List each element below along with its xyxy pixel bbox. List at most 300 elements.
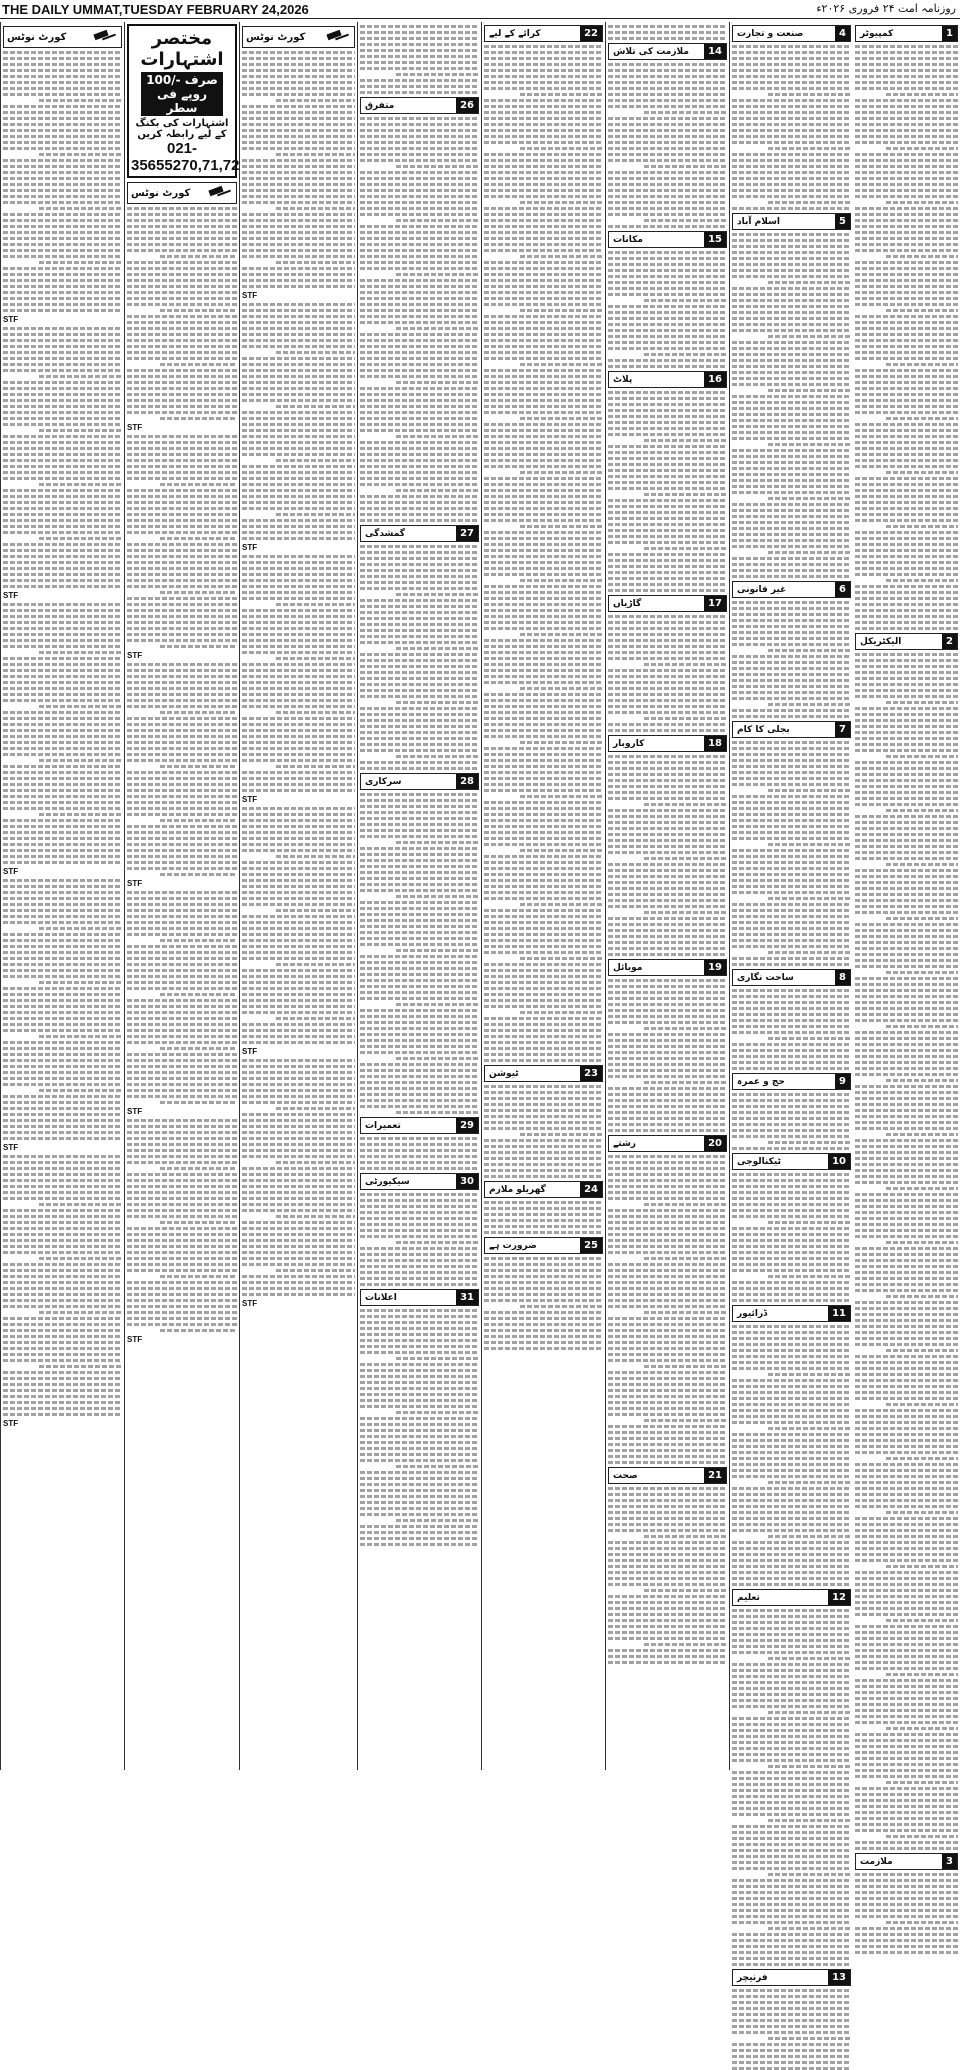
text-line: [855, 1427, 958, 1430]
text-line: [3, 1209, 122, 1212]
text-line: [127, 1299, 237, 1302]
court-notice-label: کورٹ نوٹس: [131, 187, 191, 199]
text-line: [732, 455, 851, 458]
text-line: [360, 707, 479, 710]
text-line: [127, 747, 237, 750]
text-line: [484, 975, 603, 978]
text-line: [886, 1241, 958, 1244]
text-line: [127, 501, 237, 504]
text-line: [855, 1037, 958, 1040]
text-line: [855, 1415, 958, 1418]
text-line: [360, 1483, 479, 1486]
text-line: [360, 767, 479, 770]
text-line: [855, 279, 958, 282]
text-line: [360, 545, 479, 548]
court-notice-text: [127, 1119, 237, 1332]
text-line: [855, 1385, 958, 1388]
text-line: [360, 171, 479, 174]
text-line: [855, 665, 958, 668]
text-line: [484, 537, 603, 540]
text-line: [127, 855, 237, 858]
text-line: [608, 869, 727, 872]
text-line: [360, 1513, 479, 1516]
text-line: [160, 1167, 237, 1170]
text-line: [127, 1161, 237, 1164]
text-line: [732, 1361, 851, 1364]
text-line: [484, 1151, 603, 1154]
text-line: [732, 1933, 851, 1936]
text-line: [608, 451, 727, 454]
text-line: [484, 1017, 603, 1020]
text-line: [242, 747, 355, 750]
text-line: [484, 1287, 603, 1290]
text-line: [360, 689, 479, 692]
text-line: [608, 577, 727, 580]
text-line: [608, 1227, 727, 1230]
text-line: [127, 243, 237, 246]
text-line: [242, 1083, 355, 1086]
text-line: [3, 1239, 122, 1242]
text-line: [855, 345, 958, 348]
text-line: [160, 309, 237, 312]
text-line: [732, 933, 851, 936]
text-line: [732, 1421, 851, 1424]
text-line: [855, 1805, 958, 1808]
text-line: [608, 729, 727, 732]
text-line: [3, 255, 122, 258]
text-line: [3, 1413, 122, 1416]
text-line: [484, 1269, 603, 1272]
text-line: [242, 723, 355, 726]
text-line: [768, 2037, 851, 2040]
text-line: [396, 435, 479, 438]
text-line: [160, 873, 237, 876]
text-line: [276, 1269, 355, 1272]
text-line: [360, 1021, 479, 1024]
text-line: [855, 459, 958, 462]
text-line: [127, 441, 237, 444]
category-number: 8: [835, 970, 850, 985]
court-notice-text: [3, 51, 122, 312]
text-line: [484, 531, 603, 534]
category-header: [855, 1853, 958, 1870]
classified-column-g: [729, 22, 853, 1983]
text-line: [276, 261, 355, 264]
text-line: [127, 555, 237, 558]
text-line: [484, 837, 603, 840]
text-line: [608, 183, 727, 186]
text-line: [242, 387, 355, 390]
text-line: [242, 285, 355, 288]
text-line: [855, 1769, 958, 1772]
text-line: [360, 129, 479, 132]
text-line: [484, 441, 603, 444]
text-line: [732, 795, 851, 798]
category-number: 3: [942, 1854, 957, 1869]
text-line: [360, 859, 479, 862]
text-line: [608, 1517, 727, 1520]
classified-text: [608, 25, 727, 40]
text-line: [855, 929, 958, 932]
text-line: [732, 2031, 851, 2034]
text-line: [3, 783, 122, 786]
text-line: [608, 899, 727, 902]
text-line: [3, 687, 122, 690]
text-line: [39, 1257, 122, 1260]
text-line: [855, 483, 958, 486]
text-line: [484, 327, 603, 330]
text-line: [3, 1317, 122, 1320]
text-line: [360, 1199, 479, 1202]
text-line: [732, 1789, 851, 1792]
text-line: [886, 417, 958, 420]
text-line: [732, 1511, 851, 1514]
text-line: [242, 1071, 355, 1074]
text-line: [855, 1157, 958, 1160]
text-line: [3, 1029, 122, 1032]
text-line: [127, 633, 237, 636]
text-line: [360, 793, 479, 796]
text-line: [608, 1649, 727, 1652]
text-line: [608, 821, 727, 824]
text-line: [855, 261, 958, 264]
text-line: [732, 1099, 851, 1102]
court-notice-header: [127, 182, 237, 204]
text-line: [242, 321, 355, 324]
text-line: [242, 981, 355, 984]
text-line: [608, 779, 727, 782]
text-line: [732, 1633, 851, 1636]
text-line: [855, 1649, 958, 1652]
text-line: [732, 2013, 851, 2016]
text-line: [855, 1091, 958, 1094]
text-line: [242, 93, 355, 96]
text-line: [3, 1287, 122, 1290]
text-line: [608, 269, 727, 272]
text-line: [886, 917, 958, 920]
text-line: [855, 1127, 958, 1130]
text-line: [886, 1187, 958, 1190]
text-line: [127, 1137, 237, 1140]
text-line: [127, 1269, 237, 1272]
text-line: [855, 369, 958, 372]
text-line: [3, 225, 122, 228]
text-line: [732, 413, 851, 416]
text-line: [242, 1041, 355, 1044]
text-line: [484, 141, 603, 144]
text-line: [855, 941, 958, 944]
text-line: [360, 1027, 479, 1030]
text-line: [127, 1227, 237, 1230]
text-line: [127, 933, 237, 936]
court-notice-text: [3, 1155, 122, 1416]
category-number: 7: [835, 722, 850, 737]
text-line: [732, 2055, 851, 2058]
text-line: [608, 1111, 727, 1114]
text-line: [3, 717, 122, 720]
text-line: [732, 1747, 851, 1750]
text-line: [484, 249, 603, 252]
text-line: [608, 1281, 727, 1284]
text-line: [608, 1075, 727, 1078]
text-line: [484, 993, 603, 996]
text-line: [396, 273, 479, 276]
text-line: [242, 1251, 355, 1254]
text-line: [360, 623, 479, 626]
text-line: [484, 435, 603, 438]
text-line: [855, 1655, 958, 1658]
text-line: [732, 1687, 851, 1690]
text-line: [360, 683, 479, 686]
text-line: [855, 851, 958, 854]
text-line: [855, 561, 958, 564]
text-line: [608, 31, 727, 34]
text-line: [768, 1657, 851, 1660]
text-line: [484, 339, 603, 342]
text-line: [127, 735, 237, 738]
text-line: [242, 105, 355, 108]
text-line: [732, 747, 851, 750]
text-line: [608, 615, 727, 618]
text-line: [732, 825, 851, 828]
text-line: [360, 255, 479, 258]
text-line: [520, 903, 603, 906]
text-line: [608, 565, 727, 568]
text-line: [127, 909, 237, 912]
text-line: [768, 389, 851, 392]
text-line: [608, 997, 727, 1000]
text-line: [732, 257, 851, 260]
text-line: [3, 939, 122, 942]
text-line: [608, 463, 727, 466]
text-line: [732, 849, 851, 852]
text-line: [855, 707, 958, 710]
text-line: [484, 549, 603, 552]
text-line: [484, 939, 603, 942]
text-line: [360, 471, 479, 474]
text-line: [608, 1105, 727, 1108]
text-line: [608, 1123, 727, 1126]
text-line: [242, 267, 355, 270]
text-line: [484, 915, 603, 918]
text-line: [608, 1317, 727, 1320]
text-line: [242, 1209, 355, 1212]
text-line: [3, 855, 122, 858]
text-line: [3, 243, 122, 246]
text-line: [242, 255, 355, 258]
text-line: [127, 387, 237, 390]
text-line: [608, 487, 727, 490]
category-header: [484, 25, 603, 42]
text-line: [276, 963, 355, 966]
text-line: [644, 911, 727, 914]
court-notice-header: [242, 26, 355, 48]
text-line: [855, 381, 958, 384]
text-line: [855, 1307, 958, 1310]
text-line: [732, 1903, 851, 1906]
text-line: [855, 1235, 958, 1238]
text-line: [732, 479, 851, 482]
text-line: [608, 1099, 727, 1102]
text-line: [360, 599, 479, 602]
text-line: [360, 37, 479, 40]
text-line: [360, 315, 479, 318]
text-line: [484, 1005, 603, 1008]
text-line: [484, 231, 603, 234]
text-line: [484, 489, 603, 492]
text-line: [242, 1191, 355, 1194]
text-line: [484, 747, 603, 750]
text-line: [396, 327, 479, 330]
text-line: [242, 753, 355, 756]
text-line: [732, 1239, 851, 1242]
text-line: [360, 1429, 479, 1432]
text-line: [3, 1161, 122, 1164]
text-line: [484, 861, 603, 864]
text-line: [160, 255, 237, 258]
text-line: [484, 405, 603, 408]
text-line: [127, 615, 237, 618]
text-line: [644, 1081, 727, 1084]
text-line: [484, 519, 603, 522]
text-line: [3, 777, 122, 780]
text-line: [732, 1783, 851, 1786]
text-line: [855, 953, 958, 956]
text-line: [242, 873, 355, 876]
text-line: [360, 1045, 479, 1048]
text-line: [608, 589, 727, 592]
text-line: [360, 1525, 479, 1528]
text-line: [3, 561, 122, 564]
text-line: [3, 123, 122, 126]
category-number: 5: [835, 214, 850, 229]
text-line: [39, 705, 122, 708]
text-line: [732, 891, 851, 894]
text-line: [484, 447, 603, 450]
text-line: [3, 987, 122, 990]
category-title: ضرورت ہے: [489, 1240, 537, 1251]
text-line: [242, 1095, 355, 1098]
category-number: 29: [456, 1118, 478, 1133]
category-number: 22: [580, 26, 602, 41]
category-header: [608, 371, 727, 388]
category-number: 17: [704, 596, 726, 611]
text-line: [39, 1035, 122, 1038]
text-line: [127, 849, 237, 852]
text-line: [396, 1003, 479, 1006]
text-line: [484, 117, 603, 120]
text-line: [484, 351, 603, 354]
text-line: [886, 1835, 958, 1838]
text-line: [768, 703, 851, 706]
text-line: [484, 969, 603, 972]
text-line: [484, 1311, 603, 1314]
text-line: [484, 159, 603, 162]
text-line: [732, 1639, 851, 1642]
text-line: [855, 399, 958, 402]
text-line: [608, 1003, 727, 1006]
text-line: [608, 929, 727, 932]
classified-text: [732, 1989, 851, 2070]
text-line: [39, 99, 122, 102]
text-line: [127, 597, 237, 600]
text-line: [484, 375, 603, 378]
text-line: [242, 345, 355, 348]
text-line: [396, 1357, 479, 1360]
category-number: 6: [835, 582, 850, 597]
text-line: [127, 1023, 237, 1026]
text-line: [855, 603, 958, 606]
text-line: [732, 1439, 851, 1442]
text-line: [608, 171, 727, 174]
text-line: [242, 435, 355, 438]
text-line: [3, 1005, 122, 1008]
text-line: [886, 201, 958, 204]
text-line: [242, 687, 355, 690]
text-line: [855, 1463, 958, 1466]
text-line: [242, 705, 355, 708]
text-line: [39, 927, 122, 930]
text-line: [855, 659, 958, 662]
text-line: [3, 291, 122, 294]
text-line: [644, 547, 727, 550]
text-line: [732, 141, 851, 144]
text-line: [127, 1293, 237, 1296]
text-line: [127, 1089, 237, 1092]
text-line: [484, 1231, 603, 1234]
text-line: [360, 1283, 479, 1286]
text-line: [127, 567, 237, 570]
text-line: [3, 1053, 122, 1056]
text-line: [855, 1745, 958, 1748]
text-line: [732, 777, 851, 780]
text-line: [855, 785, 958, 788]
text-line: [484, 213, 603, 216]
text-line: [484, 675, 603, 678]
text-line: [242, 1239, 355, 1242]
text-line: [855, 177, 958, 180]
text-line: [127, 1131, 237, 1134]
text-line: [608, 123, 727, 126]
text-line: [855, 225, 958, 228]
text-line: [608, 189, 727, 192]
text-line: [732, 1203, 851, 1206]
text-line: [360, 1309, 479, 1312]
text-line: [160, 993, 237, 996]
text-line: [855, 779, 958, 782]
text-line: [484, 1257, 603, 1260]
text-line: [242, 561, 355, 564]
text-line: [360, 931, 479, 934]
classified-text: [608, 1487, 727, 1664]
text-line: [3, 621, 122, 624]
category-title: موبائل: [613, 962, 643, 973]
category-title: ملازمت کی تلاش: [613, 46, 689, 57]
text-line: [520, 579, 603, 582]
text-line: [608, 177, 727, 180]
text-line: [855, 1301, 958, 1304]
text-line: [242, 1233, 355, 1236]
text-line: [520, 525, 603, 528]
text-line: [768, 1427, 851, 1430]
stf-tag: STF: [242, 1047, 258, 1056]
text-line: [396, 1057, 479, 1060]
text-line: [608, 311, 727, 314]
text-line: [855, 1343, 958, 1346]
stf-tag: STF: [127, 651, 143, 660]
text-line: [608, 1221, 727, 1224]
text-line: [3, 543, 122, 546]
